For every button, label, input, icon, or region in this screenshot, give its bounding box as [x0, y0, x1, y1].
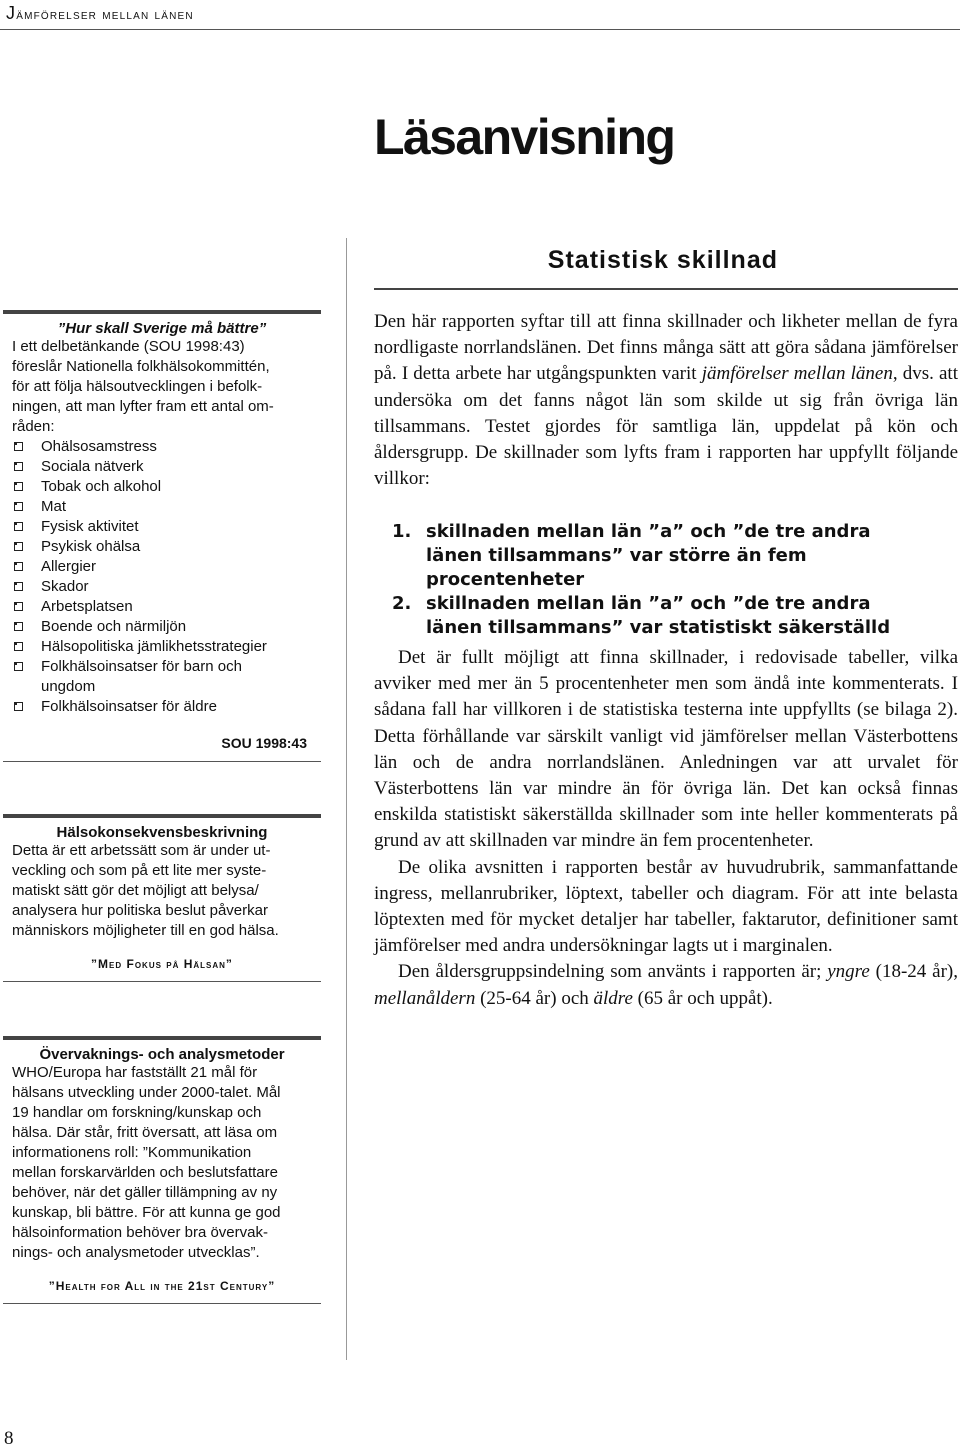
condition-line: skillnaden mellan län ”a” och ”de tre andra	[426, 593, 871, 614]
list-item	[12, 437, 317, 457]
checkbox-bullet-icon	[14, 462, 23, 471]
box-text-line: behöver, när det gäller tillämpning av ny	[12, 1184, 278, 1201]
checkbox-bullet-icon	[14, 522, 23, 531]
checkbox-bullet-icon	[14, 442, 23, 451]
body-paragraph	[374, 855, 958, 960]
age-group-term: äldre	[593, 987, 633, 1009]
paragraph-text: De olika avsnitten i rapporten består av huvudrubrik, sammanfattande ingress, mellanrubriker, löptext, tabeller och diagram. För att inte belasta löptexten med för mycket detaljer har tabeller, faktarutor, definitioner samt jämförelser med andra undersökningar lagts ut i marginalen.	[374, 856, 958, 957]
condition-line: länen tillsammans” var statistiskt säkerställd	[426, 617, 891, 638]
list-item	[12, 657, 317, 697]
list-item-label: Fysisk aktivitet	[41, 518, 139, 535]
age-group-term: mellanåldern	[374, 987, 476, 1009]
box-text-line: 19 handlar om forskning/kunskap och	[12, 1104, 262, 1121]
list-item	[12, 597, 317, 617]
checkbox-bullet-icon	[14, 502, 23, 511]
box-source: ”Health for All in the 21st Century”	[48, 1279, 276, 1293]
paragraph-text: Den åldersgruppsindelning som använts i rapporten är;	[398, 961, 828, 983]
list-item-label: Tobak och alkohol	[41, 478, 162, 495]
header-rule	[0, 29, 960, 30]
running-head	[6, 3, 194, 24]
intro-emphasis: jämförelser mellan länen	[701, 363, 893, 385]
box-text-line: analysera hur politiska beslut påverkar	[12, 902, 268, 919]
list-item	[12, 617, 317, 637]
box-text-line: människors möjligheter till en god hälsa.	[12, 922, 279, 939]
checkbox-bullet-icon	[14, 582, 23, 591]
list-item-label: Sociala nätverk	[41, 458, 144, 475]
page-number: 8	[4, 1428, 14, 1449]
box-intro	[3, 337, 321, 437]
list-item	[12, 537, 317, 557]
box-text-line: informationens roll: ”Kommunikation	[12, 1144, 252, 1161]
box-intro-line: föreslår Nationella folkhälsokommittén,	[12, 358, 270, 375]
checkbox-bullet-icon	[14, 602, 23, 611]
box-top-bar	[3, 1036, 321, 1040]
box-intro-line: I ett delbetänkande (SOU 1998:43)	[12, 338, 245, 355]
section-rule	[374, 288, 958, 290]
sidebar-box-impact-assessment	[3, 814, 321, 982]
box-title: ”Hur skall Sverige må bättre”	[57, 320, 267, 337]
running-head-initial: J	[6, 3, 17, 23]
paragraph-text: (18-24 år),	[869, 961, 958, 983]
condition-number: 1.	[392, 521, 412, 542]
checkbox-bullet-icon	[14, 482, 23, 491]
running-head-text: ämförelser mellan länen	[16, 6, 194, 22]
list-item	[12, 577, 317, 597]
list-item	[12, 477, 317, 497]
list-item	[12, 697, 317, 717]
box-source: ”Med Fokus på Hälsan”	[91, 957, 233, 971]
box-text-line: WHO/Europa har fastställt 21 mål för	[12, 1064, 258, 1081]
box-bottom-rule	[3, 761, 321, 762]
body-paragraph	[374, 959, 958, 1011]
list-item-label: Skador	[41, 578, 89, 595]
list-item	[12, 517, 317, 537]
box-text	[3, 1063, 321, 1263]
age-group-term: yngre	[827, 961, 870, 983]
list-item	[12, 457, 317, 477]
intro-paragraph	[374, 309, 958, 492]
list-item	[12, 637, 317, 657]
list-item-label: Mat	[41, 498, 67, 515]
box-heading: Övervaknings- och analysmetoder	[39, 1046, 285, 1063]
list-item-label: Hälsopolitiska jämlikhetsstrategier	[41, 638, 267, 655]
list-item-label: Ohälsosamstress	[41, 438, 157, 455]
checkbox-bullet-icon	[14, 662, 23, 671]
list-item	[12, 497, 317, 517]
box-text-line: veckling och som på ett lite mer syste-	[12, 862, 267, 879]
box-heading: Hälsokonsekvensbeskrivning	[56, 824, 268, 841]
list-item-label: Psykisk ohälsa	[41, 538, 141, 555]
box-text-line: matiskt sätt gör det möjligt att belysa/	[12, 882, 259, 899]
box-text-line: Detta är ett arbetssätt som är under ut-	[12, 842, 271, 859]
box-intro-line: ningen, att man lyfter fram ett antal om-	[12, 398, 274, 415]
box-text-line: mellan forskarvärlden och beslutsfattare	[12, 1164, 278, 1181]
section-title: Statistisk skillnad	[547, 246, 778, 274]
paragraph-text: Det är fullt möjligt att finna skillnader, i redovisade tabeller, vilka avviker med mer än 5 procentenheter men som ändå inte kommenterats. I sådana fall har villkoren i de statistiska testerna inte uppfyllts (se bilaga 2). Detta förhållande var särskilt vanligt vid jämförelser mellan Västerbottens län och de andra norrlandslänen. Anledningen var att urvalet för Västerbottens län var mindre än för övriga län. Det kan också finnas enskilda statistiskt säkerställda skillnader som inte heller kommenterats på grund av att skillnaden var mindre än fem procentenheter.	[374, 647, 958, 852]
checkbox-bullet-icon	[14, 542, 23, 551]
box-bottom-rule	[3, 1303, 321, 1304]
checkbox-bullet-icon	[14, 622, 23, 631]
list-item-label: Allergier	[41, 558, 97, 575]
box-text-line: kunskap, bli bättre. För att kunna ge god	[12, 1204, 281, 1221]
box-text-line: hälsans utveckling under 2000-talet. Mål	[12, 1084, 281, 1101]
box-text-line: nings- och analysmetoder utvecklas”.	[12, 1244, 260, 1261]
checkbox-bullet-icon	[14, 642, 23, 651]
list-item	[12, 557, 317, 577]
paragraph-text: (25-64 år) och	[475, 987, 594, 1009]
condition-item	[392, 592, 952, 640]
intro-text-cont: , dvs. att undersöka om det fanns något län som skilde ut sig från övriga län tillsammans. Testet gjordes för samtliga län, uppdelat på kön och åldersgrupp. De skillnader som lyfts fram i rapporten har uppfyllt följande villkor:	[374, 363, 958, 490]
box-source: SOU 1998:43	[221, 735, 307, 751]
column-divider	[346, 238, 347, 1360]
page-title: Läsanvisning	[374, 109, 675, 165]
box-top-bar	[3, 310, 321, 314]
list-item-label: Folkhälsoinsatser för äldre	[41, 698, 217, 715]
sidebar-box-health-areas	[3, 310, 321, 762]
list-item-label: Boende och närmiljön	[41, 618, 187, 635]
health-area-list	[3, 437, 321, 717]
box-intro-line: för att följa hälsoutvecklingen i befolk-	[12, 378, 263, 395]
box-text-line: hälsoinformation behöver bra övervak-	[12, 1224, 268, 1241]
box-bottom-rule	[3, 981, 321, 982]
intro-text: Den här rapporten syftar till att finna skillnader och likheter mellan de fyra nordligaste norrlandslänen. Det finns många sätt att göra sådana jämförelser på. I detta arbete har utgångspunkten varit	[374, 311, 958, 385]
box-intro-line: råden:	[12, 418, 55, 435]
condition-line: länen tillsammans” var större än fem procentenheter	[426, 545, 807, 590]
paragraph-text: (65 år och uppåt).	[632, 987, 773, 1009]
list-item-label: Arbetsplatsen	[41, 598, 133, 615]
box-text	[3, 841, 321, 941]
condition-number: 2.	[392, 593, 412, 614]
box-top-bar	[3, 814, 321, 818]
condition-item	[392, 520, 952, 592]
sidebar-box-monitoring-methods	[3, 1036, 321, 1304]
body-paragraph	[374, 645, 958, 855]
condition-line: skillnaden mellan län ”a” och ”de tre andra	[426, 521, 871, 542]
intro-paragraph-block	[374, 309, 958, 492]
list-item-label: Folkhälsoinsatser för barn och ungdom	[41, 658, 242, 695]
conditions-list	[392, 520, 952, 640]
box-text-line: hälsa. Där står, fritt översatt, att läsa om	[12, 1124, 278, 1141]
checkbox-bullet-icon	[14, 562, 23, 571]
checkbox-bullet-icon	[14, 702, 23, 711]
body-paragraphs	[374, 645, 958, 1012]
